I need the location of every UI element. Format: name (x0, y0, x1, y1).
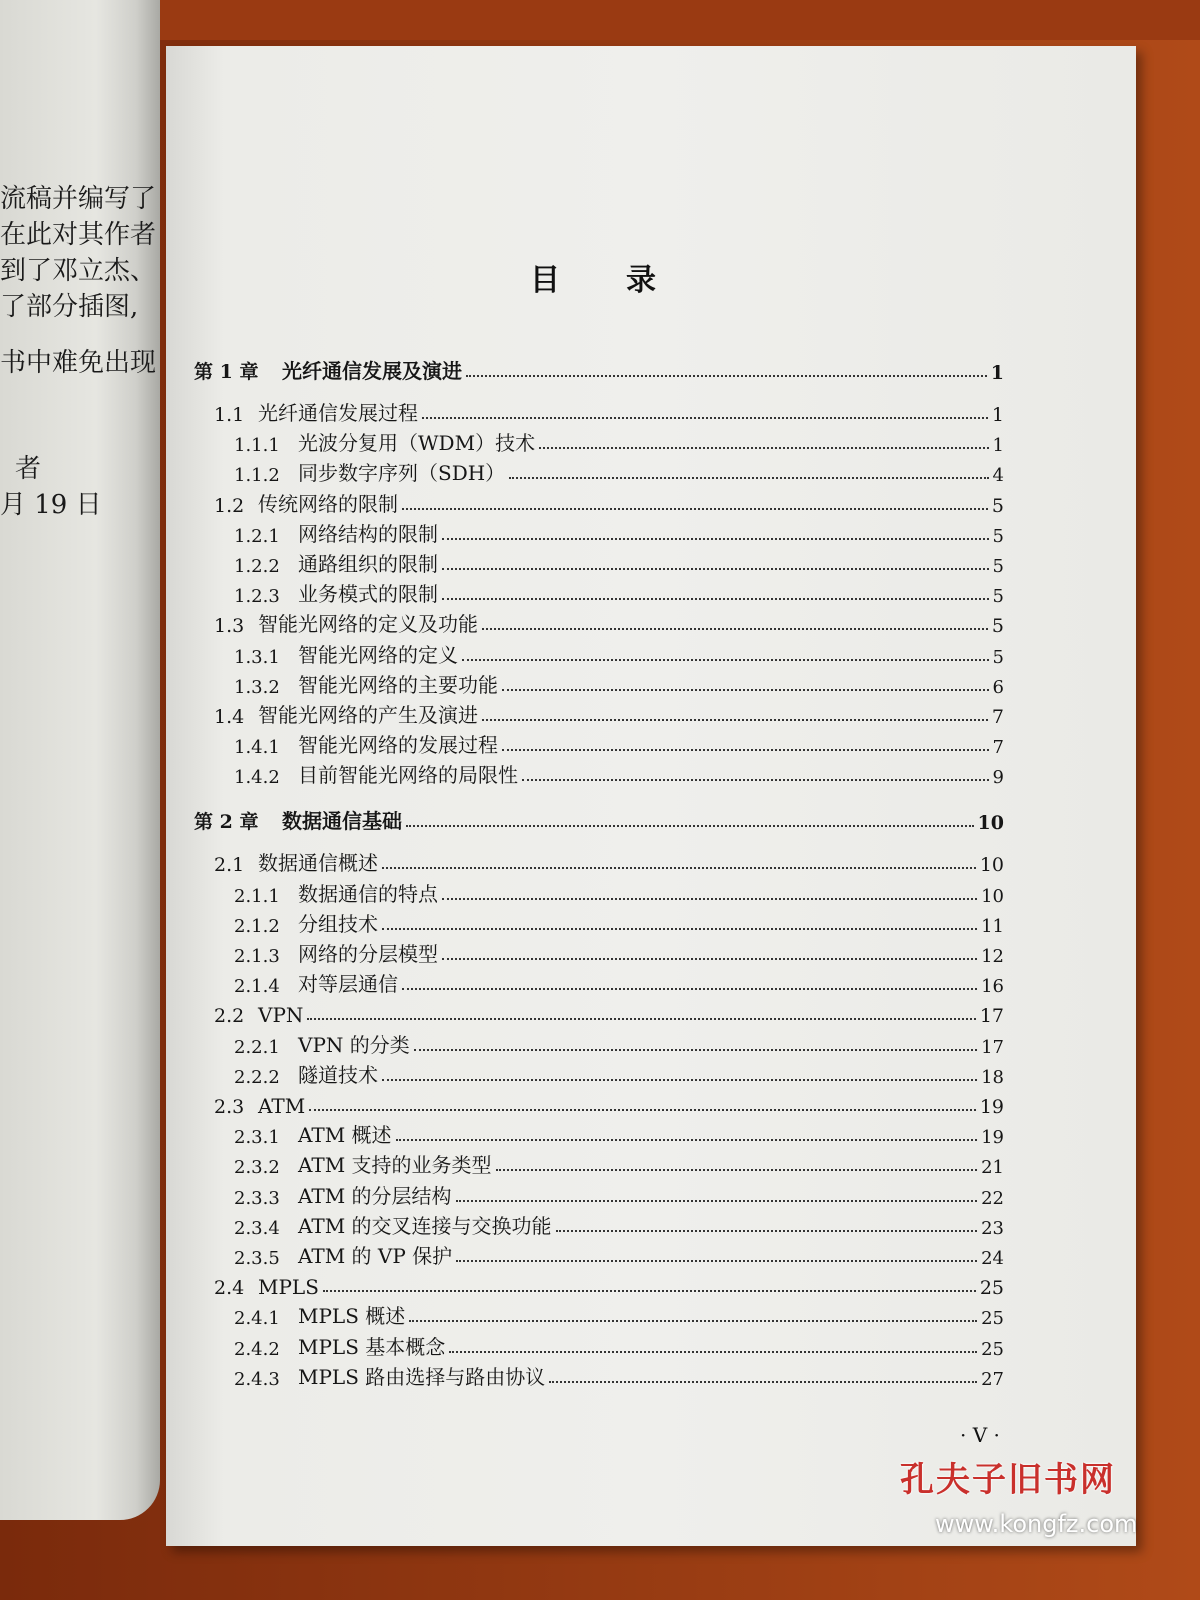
toc-leader-dots (442, 897, 977, 900)
toc-entry-title: MPLS 路由选择与路由协议 (298, 1364, 546, 1389)
watermark-url: www.kongfz.com (935, 1510, 1138, 1538)
toc-leader-dots (539, 446, 988, 449)
toc-entry-page: 25 (981, 1308, 1004, 1330)
toc-entry-page: 19 (981, 1127, 1004, 1149)
toc-entry-title: 智能光网络的产生及演进 (258, 703, 478, 727)
toc-subsection-entry (234, 1209, 1004, 1239)
toc-leader-dots (496, 1168, 978, 1171)
toc-leader-dots (307, 1017, 975, 1020)
toc-entry-number: 1.3 (214, 615, 245, 638)
toc-entry-title: 光波分复用（WDM）技术 (298, 431, 536, 456)
left-page (0, 0, 160, 1520)
toc-entry-page: 12 (981, 946, 1004, 967)
toc-subsection-entry (234, 1299, 1004, 1329)
toc-entry-number: 2.4.3 (234, 1368, 280, 1390)
toc-entry-title: 数据通信概述 (258, 851, 378, 876)
toc-entry-page: 25 (979, 1277, 1004, 1300)
toc-subsection-entry (234, 1028, 1004, 1058)
toc-section-entry (214, 607, 1004, 637)
toc-entry-title: MPLS 概述 (298, 1304, 406, 1329)
toc-leader-dots (466, 374, 987, 377)
toc-entry-title: 数据通信的特点 (298, 881, 438, 906)
left-page-line: 到了邓立杰、 (0, 256, 157, 286)
toc-section-entry (214, 698, 1004, 728)
toc-leader-dots (442, 537, 989, 540)
toc-entry-page: 17 (981, 1036, 1004, 1058)
toc-subsection-entry (234, 547, 1004, 577)
toc-entry-page: 5 (991, 494, 1004, 517)
toc-leader-dots (482, 718, 988, 721)
toc-entry-number: 1.3.2 (234, 676, 280, 698)
toc-entry-title: 业务模式的限制 (298, 582, 438, 607)
left-page-line: 了部分插图, (0, 292, 139, 322)
toc-leader-dots (406, 824, 974, 827)
toc-entry-page: 5 (992, 646, 1004, 668)
toc-entry-page: 1 (991, 404, 1004, 426)
toc-entry-number: 2.3 (214, 1096, 245, 1118)
toc-leader-dots (456, 1199, 978, 1202)
toc-subsection-entry (234, 1148, 1004, 1178)
toc-leader-dots (414, 1048, 977, 1051)
toc-subsection-entry (234, 1239, 1004, 1269)
toc-entry-number: 第 1 章 (194, 361, 259, 383)
toc-subsection-entry (234, 426, 1004, 456)
toc-entry-page: 18 (981, 1066, 1004, 1088)
toc-subsection-entry (234, 758, 1004, 788)
toc-leader-dots (456, 1259, 977, 1262)
toc-leader-dots (522, 778, 989, 781)
toc-entry-title: MPLS (258, 1275, 319, 1300)
toc-entry-number: 2.1 (214, 854, 245, 877)
toc-entry-title: 智能光网络的定义及功能 (258, 612, 478, 637)
toc-entry-page: 4 (992, 465, 1004, 487)
toc-entry-title: 对等层通信 (298, 972, 398, 997)
toc-leader-dots (502, 748, 989, 751)
toc-section-entry (214, 487, 1004, 517)
toc-leader-dots (323, 1289, 976, 1292)
toc-entry-title: 目前智能光网络的局限性 (298, 763, 518, 788)
toc-leader-dots (449, 1350, 977, 1353)
toc-subsection-entry (234, 1360, 1004, 1390)
toc-entry-number: 1.1.1 (234, 435, 280, 457)
toc-entry-title: 同步数字序列（SDH） (298, 461, 506, 486)
toc-subsection-entry (234, 1179, 1004, 1209)
toc-entry-title: 通路组织的限制 (298, 552, 438, 576)
page-title: 目录 (530, 263, 722, 298)
toc-entry-page: 11 (981, 915, 1004, 937)
toc-leader-dots (442, 567, 989, 570)
toc-chapter-entry (194, 804, 1004, 834)
toc-entry-title: 智能光网络的主要功能 (298, 672, 498, 697)
toc-section-entry (214, 997, 1004, 1027)
toc-subsection-entry (234, 456, 1004, 486)
toc-entry-title: ATM 概述 (298, 1123, 392, 1148)
toc-entry-title: 数据通信基础 (282, 809, 402, 834)
toc-entry-page: 5 (991, 615, 1004, 638)
toc-entry-page: 5 (992, 556, 1004, 577)
toc-entry-title: ATM 支持的业务类型 (298, 1153, 492, 1178)
toc-entry-page: 5 (992, 525, 1004, 547)
toc-entry-number: 2.1.4 (234, 976, 280, 998)
toc-leader-dots (382, 866, 976, 869)
toc-leader-dots (422, 416, 988, 419)
toc-leader-dots (402, 507, 988, 510)
toc-entry-number: 2.3.5 (234, 1248, 280, 1269)
toc-entry-number: 1.4 (214, 706, 245, 728)
toc-section-entry (214, 846, 1004, 876)
toc-entry-number: 2.1.1 (234, 885, 280, 907)
left-page-line: 流稿并编写了 (0, 184, 157, 214)
toc-entry-page: 19 (979, 1096, 1004, 1118)
toc-leader-dots (462, 658, 989, 661)
toc-entry-number: 2.3.1 (234, 1127, 280, 1149)
toc-entry-number: 2.3.3 (234, 1187, 280, 1209)
toc-entry-page: 6 (992, 676, 1004, 698)
toc-leader-dots (402, 987, 977, 990)
toc-leader-dots (382, 927, 977, 930)
toc-entry-page: 17 (979, 1005, 1004, 1028)
toc-entry-page: 10 (977, 812, 1004, 835)
toc-entry-number: 2.4.1 (234, 1308, 280, 1330)
toc-leader-dots (382, 1078, 977, 1081)
toc-entry-number: 1.3.1 (234, 646, 280, 668)
toc-leader-dots (396, 1138, 978, 1141)
page-folio: · V · (960, 1423, 1000, 1447)
toc-entry-title: VPN (258, 1003, 304, 1028)
toc-entry-page: 7 (992, 737, 1004, 759)
toc-entry-page: 10 (979, 854, 1004, 877)
toc-leader-dots (409, 1319, 977, 1322)
toc-entry-number: 1.2 (214, 494, 245, 517)
toc-entry-page: 1 (990, 362, 1004, 384)
toc-subsection-entry (234, 577, 1004, 607)
toc-entry-page: 10 (981, 885, 1004, 907)
toc-entry-title: ATM 的 VP 保护 (298, 1244, 453, 1268)
toc-entry-number: 2.2 (214, 1005, 245, 1028)
toc-subsection-entry (234, 937, 1004, 967)
toc-entry-page: 22 (981, 1187, 1004, 1209)
toc-entry-title: 隧道技术 (298, 1062, 378, 1087)
toc-subsection-entry (234, 517, 1004, 547)
toc-entry-page: 24 (981, 1248, 1004, 1269)
toc-entry-number: 2.3.2 (234, 1157, 280, 1179)
toc-leader-dots (556, 1229, 978, 1232)
toc-entry-number: 1.1 (214, 404, 245, 426)
toc-entry-title: 智能光网络的发展过程 (298, 733, 498, 758)
toc-entry-title: 网络结构的限制 (298, 521, 438, 546)
toc-entry-number: 2.1.3 (234, 946, 280, 967)
toc-entry-number: 1.4.1 (234, 737, 280, 759)
watermark-site-name: 孔夫子旧书网 (900, 1460, 1116, 1500)
toc-entry-page: 16 (981, 976, 1004, 998)
toc-subsection-entry (234, 967, 1004, 997)
toc-leader-dots (309, 1108, 976, 1111)
toc-entry-number: 2.2.2 (234, 1066, 280, 1088)
toc-entry-number: 1.4.2 (234, 767, 280, 789)
left-page-line: 书中难免出现 (0, 348, 157, 378)
toc-leader-dots (502, 688, 989, 691)
toc-subsection-entry (234, 877, 1004, 907)
toc-entry-page: 5 (992, 586, 1004, 608)
toc-subsection-entry (234, 1330, 1004, 1360)
toc-leader-dots (442, 957, 977, 960)
toc-entry-title: 网络的分层模型 (298, 942, 438, 966)
toc-entry-title: VPN 的分类 (298, 1032, 410, 1057)
left-page-line: 者 (15, 454, 42, 484)
toc-entry-title: ATM 的交叉连接与交换功能 (298, 1213, 552, 1238)
toc-leader-dots (442, 597, 989, 600)
toc-entry-number: 2.4.2 (234, 1338, 280, 1360)
toc-entry-title: 智能光网络的定义 (298, 642, 458, 667)
toc-chapter-entry (194, 354, 1004, 384)
toc-entry-number: 2.1.2 (234, 915, 280, 937)
toc-entry-number: 1.2.1 (234, 525, 280, 547)
toc-subsection-entry (234, 1058, 1004, 1088)
toc-subsection-entry (234, 728, 1004, 758)
toc-entry-title: 传统网络的限制 (258, 491, 398, 516)
toc-subsection-entry (234, 668, 1004, 698)
toc-section-entry (214, 1269, 1004, 1299)
toc-section-entry (214, 396, 1004, 426)
toc-entry-title: 光纤通信发展及演进 (282, 359, 462, 383)
toc-entry-title: 光纤通信发展过程 (258, 401, 418, 425)
toc-entry-page: 27 (981, 1368, 1004, 1390)
toc-entry-page: 25 (981, 1338, 1004, 1360)
toc-entry-number: 2.3.4 (234, 1217, 280, 1239)
left-page-line: 在此对其作者 (0, 220, 157, 250)
toc-entry-title: MPLS 基本概念 (298, 1334, 446, 1359)
toc-leader-dots (549, 1380, 977, 1383)
toc-entry-number: 2.2.1 (234, 1036, 280, 1058)
toc-section-entry (214, 1088, 1004, 1118)
toc-entry-number: 1.2.3 (234, 586, 280, 608)
toc-subsection-entry (234, 638, 1004, 668)
toc-entry-number: 第 2 章 (194, 811, 259, 834)
toc-entry-number: 2.4 (214, 1277, 245, 1300)
toc-subsection-entry (234, 907, 1004, 937)
toc-entry-number: 1.2.2 (234, 556, 280, 577)
toc-entry-page: 21 (981, 1157, 1004, 1179)
toc-entry-page: 9 (992, 767, 1004, 789)
toc-entry-title: 分组技术 (298, 911, 378, 936)
toc-leader-dots (509, 476, 988, 479)
toc-subsection-entry (234, 1118, 1004, 1148)
toc-entry-title: ATM 的分层结构 (298, 1183, 452, 1208)
toc-leader-dots (482, 627, 988, 630)
toc-entry-page: 1 (992, 435, 1004, 457)
toc-entry-page: 7 (991, 706, 1004, 728)
toc-entry-title: ATM (258, 1094, 306, 1118)
toc-entry-number: 1.1.2 (234, 465, 280, 487)
toc-entry-page: 23 (981, 1217, 1004, 1239)
left-page-line: 月 19 日 (0, 490, 102, 520)
